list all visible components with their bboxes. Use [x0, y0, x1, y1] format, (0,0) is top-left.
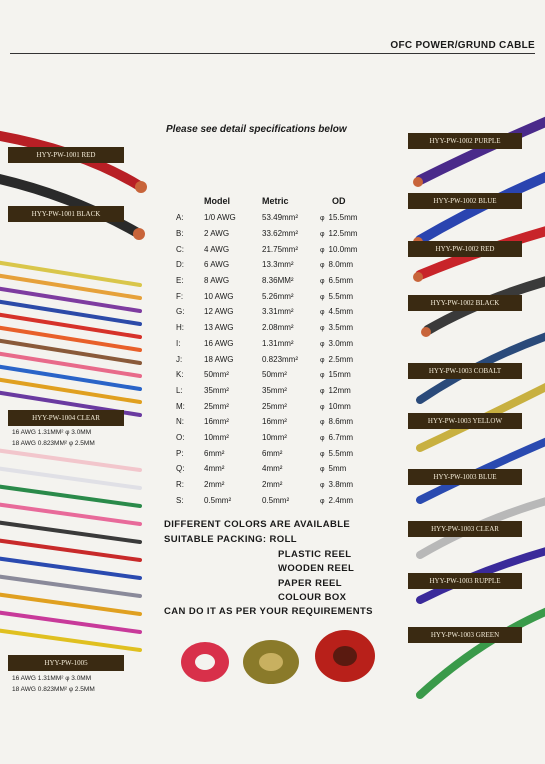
spec-row	[176, 288, 380, 304]
row-metric: 25mm²	[262, 401, 287, 411]
row-letter: J:	[176, 354, 183, 364]
packing-wooden-reel: WOODEN REEL	[278, 563, 355, 574]
spec-row	[176, 398, 380, 414]
row-metric: 8.36MM²	[262, 276, 294, 286]
spec-row	[176, 414, 380, 430]
row-od	[320, 210, 380, 226]
diameter-icon: φ	[320, 387, 325, 395]
row-letter: I:	[176, 338, 181, 348]
packing-plastic-reel: PLASTIC REEL	[278, 549, 352, 560]
p1005-spec-2: 18 AWG 0.823MM² φ 2.5MM	[12, 686, 95, 693]
row-letter: F:	[176, 291, 184, 301]
spec-row	[176, 492, 380, 508]
row-metric: 2.08mm²	[262, 323, 294, 333]
spec-table-body	[176, 210, 380, 508]
label-1004-clear: HYY-PW-1004 CLEAR	[8, 410, 124, 426]
row-od	[320, 445, 380, 461]
label-1001-red: HYY-PW-1001 RED	[8, 147, 124, 163]
packing-colour-box: COLOUR BOX	[278, 592, 347, 603]
label-1002-purple: HYY-PW-1002 PURPLE	[408, 133, 522, 149]
row-od	[320, 351, 380, 367]
diameter-icon: φ	[320, 419, 325, 427]
row-model: 16 AWG	[204, 338, 234, 348]
row-od	[320, 477, 380, 493]
row-letter: C:	[176, 244, 184, 254]
diameter-icon: φ	[320, 293, 325, 301]
row-model: 10mm²	[204, 432, 229, 442]
row-od	[320, 414, 380, 430]
row-letter: S:	[176, 495, 184, 505]
spec-row	[176, 226, 380, 242]
diameter-icon: φ	[320, 356, 325, 364]
row-od-value: 15mm	[328, 370, 351, 380]
diameter-icon: φ	[320, 340, 325, 348]
label-1003-green: HYY-PW-1003 GREEN	[408, 627, 522, 643]
row-od	[320, 241, 380, 257]
packing-paper-reel: PAPER REEL	[278, 578, 343, 589]
row-letter: L:	[176, 385, 183, 395]
row-letter: M:	[176, 401, 185, 411]
row-od	[320, 273, 380, 289]
row-od	[320, 461, 380, 477]
row-od-value: 8.0mm	[328, 260, 353, 270]
p1005-spec-1: 16 AWG 1.31MM² φ 3.0MM	[12, 675, 92, 682]
diameter-icon: φ	[320, 450, 325, 458]
diameter-icon: φ	[320, 434, 325, 442]
row-od	[320, 336, 380, 352]
label-1002-black: HYY-PW-1002 BLACK	[408, 295, 522, 311]
row-od-value: 8.6mm	[328, 417, 353, 427]
row-model: 8 AWG	[204, 276, 230, 286]
diameter-icon: φ	[320, 278, 325, 286]
row-od	[320, 383, 380, 399]
row-letter: Q:	[176, 464, 185, 474]
row-model: 6mm²	[204, 448, 225, 458]
spec-row	[176, 367, 380, 383]
row-od	[320, 492, 380, 508]
row-model: 6 AWG	[204, 260, 230, 270]
note-custom: CAN DO IT AS PER YOUR REQUIREMENTS	[164, 606, 373, 617]
row-metric: 21.75mm²	[262, 244, 299, 254]
label-1001-black: HYY-PW-1001 BLACK	[8, 206, 124, 222]
row-model: 4mm²	[204, 464, 225, 474]
row-letter: N:	[176, 417, 184, 427]
label-1005: HYY-PW-1005	[8, 655, 124, 671]
spec-row	[176, 210, 380, 226]
column-header-od: OD	[332, 196, 346, 206]
row-od-value: 6.7mm	[328, 432, 353, 442]
row-model: 2mm²	[204, 480, 225, 490]
diameter-icon: φ	[320, 466, 325, 474]
row-model: 25mm²	[204, 401, 229, 411]
row-od-value: 3.0mm	[328, 338, 353, 348]
spec-row	[176, 241, 380, 257]
row-letter: E:	[176, 276, 184, 286]
row-metric: 10mm²	[262, 432, 287, 442]
row-model: 16mm²	[204, 417, 229, 427]
row-od	[320, 430, 380, 446]
row-od	[320, 320, 380, 336]
diameter-icon: φ	[320, 497, 325, 505]
diameter-icon: φ	[320, 309, 325, 317]
row-od	[320, 398, 380, 414]
row-od-value: 5mm	[328, 464, 347, 474]
row-model: 4 AWG	[204, 244, 230, 254]
spec-row	[176, 477, 380, 493]
spec-row	[176, 383, 380, 399]
diameter-icon: φ	[320, 482, 325, 490]
row-od	[320, 304, 380, 320]
row-metric: 6mm²	[262, 448, 283, 458]
row-od-value: 5.5mm	[328, 448, 353, 458]
row-od-value: 15.5mm	[328, 213, 358, 223]
row-model: 10 AWG	[204, 291, 234, 301]
row-letter: K:	[176, 370, 184, 380]
row-od	[320, 288, 380, 304]
row-metric: 1.31mm²	[262, 338, 294, 348]
diameter-icon: φ	[320, 372, 325, 380]
row-letter: H:	[176, 323, 184, 333]
row-od-value: 4.5mm	[328, 307, 353, 317]
row-metric: 13.3mm²	[262, 260, 294, 270]
row-od-value: 12mm	[328, 385, 351, 395]
row-metric: 0.5mm²	[262, 495, 290, 505]
spec-row	[176, 304, 380, 320]
page-title: OFC POWER/GRUND CABLE	[390, 40, 535, 51]
diameter-icon: φ	[320, 246, 325, 254]
row-metric: 3.31mm²	[262, 307, 294, 317]
diameter-icon: φ	[320, 231, 325, 239]
spec-row	[176, 430, 380, 446]
spec-row	[176, 320, 380, 336]
row-metric: 53.49mm²	[262, 213, 299, 223]
row-od	[320, 226, 380, 242]
header-rule	[10, 53, 535, 54]
subtitle: Please see detail specifications below	[166, 124, 347, 135]
label-1003-rupple: HYY-PW-1003 RUPPLE	[408, 573, 522, 589]
row-od-value: 2.4mm	[328, 495, 353, 505]
row-letter: A:	[176, 213, 184, 223]
row-metric: 5.26mm²	[262, 291, 294, 301]
row-letter: B:	[176, 229, 184, 239]
spec-row	[176, 336, 380, 352]
row-model: 18 AWG	[204, 354, 234, 364]
row-od-value: 2.5mm	[328, 354, 353, 364]
label-1002-blue: HYY-PW-1002 BLUE	[408, 193, 522, 209]
label-1003-blue: HYY-PW-1003 BLUE	[408, 469, 522, 485]
note-colors: DIFFERENT COLORS ARE AVAILABLE	[164, 519, 351, 530]
spec-row	[176, 461, 380, 477]
row-model: 13 AWG	[204, 323, 234, 333]
row-od-value: 3.5mm	[328, 323, 353, 333]
row-metric: 33.62mm²	[262, 229, 299, 239]
row-model: 0.5mm²	[204, 495, 232, 505]
note-packing: SUITABLE PACKING: ROLL	[164, 534, 297, 545]
row-metric: 0.823mm²	[262, 354, 299, 364]
spec-table	[176, 210, 380, 508]
row-letter: G:	[176, 307, 185, 317]
diameter-icon: φ	[320, 325, 325, 333]
row-metric: 35mm²	[262, 385, 287, 395]
clear-spec-1: 16 AWG 1.31MM² φ 3.0MM	[12, 429, 92, 436]
label-1003-yellow: HYY-PW-1003 YELLOW	[408, 413, 522, 429]
column-header-metric: Metric	[262, 196, 289, 206]
row-od-value: 3.8mm	[328, 480, 353, 490]
row-od-value: 5.5mm	[328, 291, 353, 301]
spec-row	[176, 445, 380, 461]
diameter-icon: φ	[320, 215, 325, 223]
row-letter: O:	[176, 432, 185, 442]
diameter-icon: φ	[320, 262, 325, 270]
row-model: 1/0 AWG	[204, 213, 236, 223]
row-letter: R:	[176, 480, 184, 490]
row-metric: 4mm²	[262, 464, 283, 474]
row-letter: P:	[176, 448, 184, 458]
row-letter: D:	[176, 260, 184, 270]
row-od	[320, 367, 380, 383]
label-1002-red: HYY-PW-1002 RED	[408, 241, 522, 257]
diameter-icon: φ	[320, 403, 325, 411]
row-metric: 16mm²	[262, 417, 287, 427]
row-od-value: 12.5mm	[328, 229, 358, 239]
row-model: 50mm²	[204, 370, 229, 380]
row-od-value: 6.5mm	[328, 276, 353, 286]
spec-row	[176, 257, 380, 273]
row-model: 35mm²	[204, 385, 229, 395]
row-od-value: 10.0mm	[328, 244, 358, 254]
column-header-model: Model	[204, 196, 230, 206]
clear-spec-2: 18 AWG 0.823MM² φ 2.5MM	[12, 440, 95, 447]
row-od	[320, 257, 380, 273]
spec-row	[176, 273, 380, 289]
row-model: 2 AWG	[204, 229, 230, 239]
row-metric: 50mm²	[262, 370, 287, 380]
row-od-value: 10mm	[328, 401, 351, 411]
row-metric: 2mm²	[262, 480, 283, 490]
row-model: 12 AWG	[204, 307, 234, 317]
label-1003-cobalt: HYY-PW-1003 COBALT	[408, 363, 522, 379]
label-1003-clear: HYY-PW-1003 CLEAR	[408, 521, 522, 537]
spec-row	[176, 351, 380, 367]
